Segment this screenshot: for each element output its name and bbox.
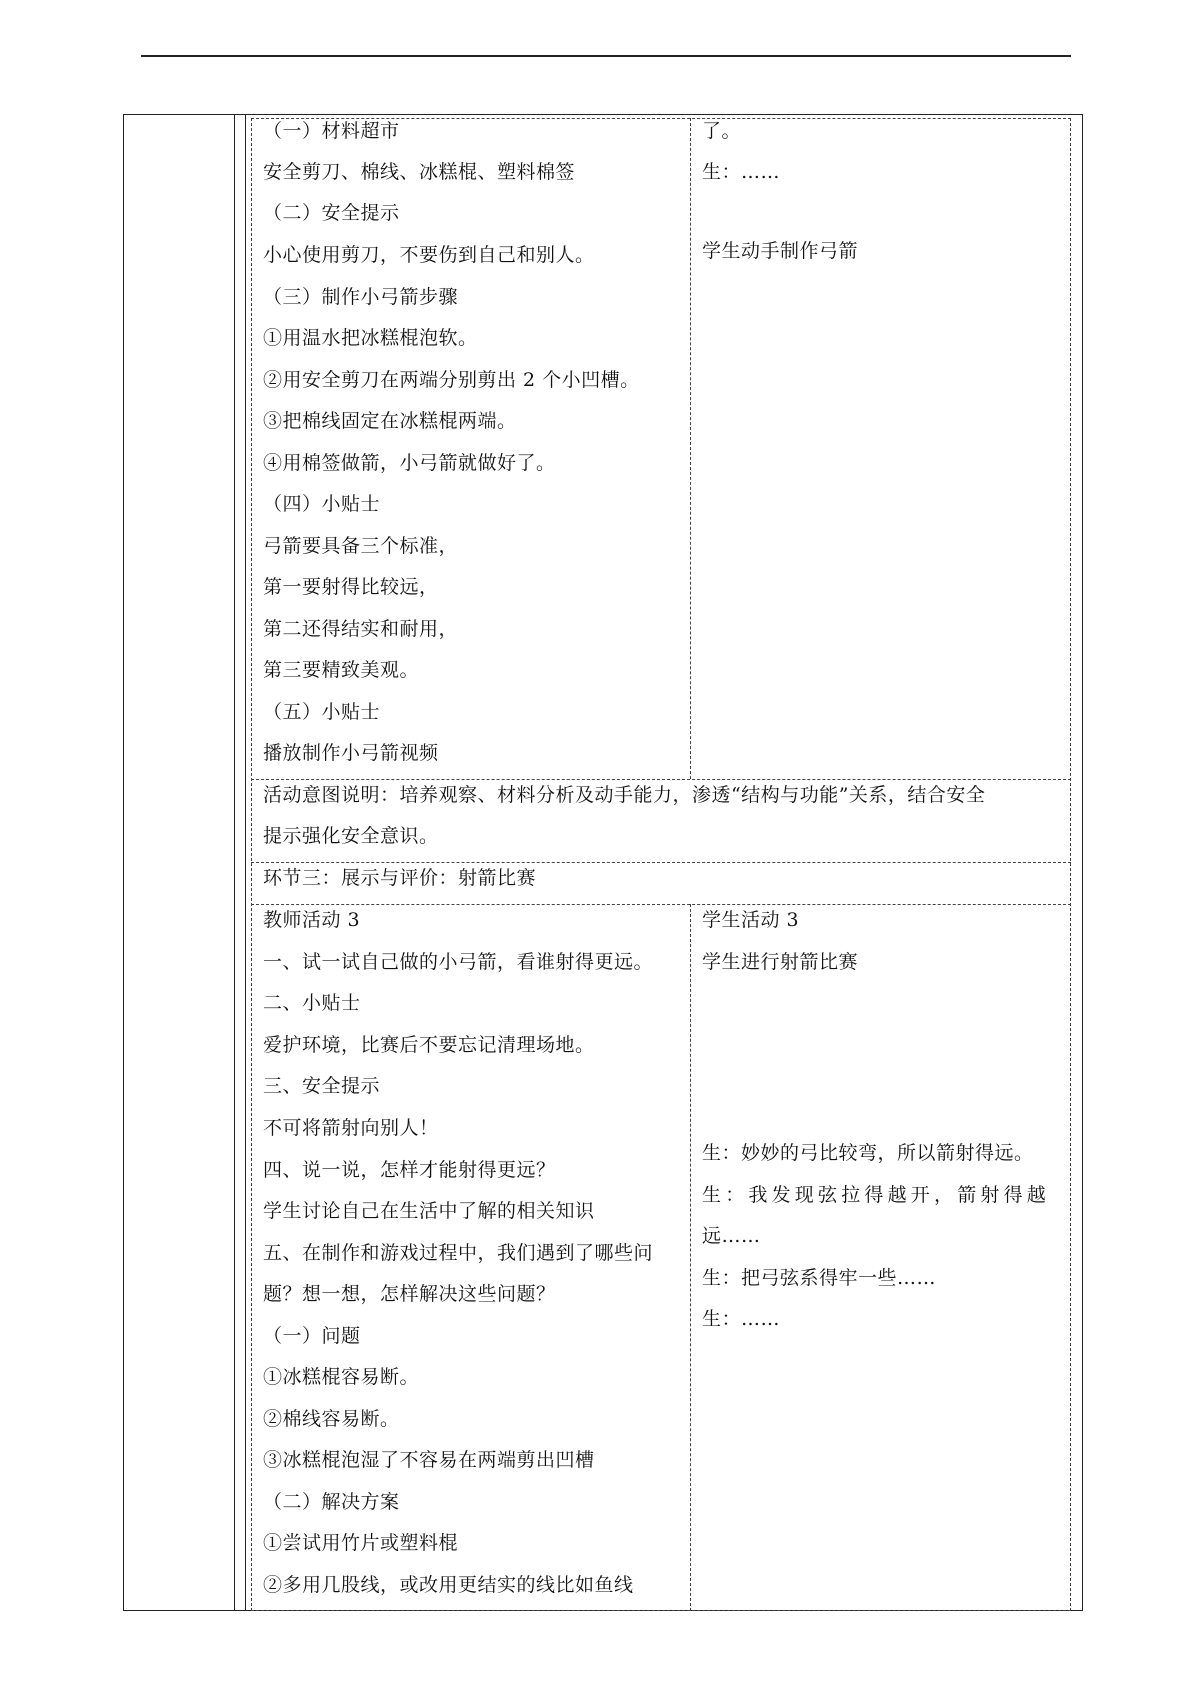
row-separator-activity3 bbox=[251, 904, 1071, 905]
text-line: 小心使用剪刀，不要伤到自己和别人。 bbox=[263, 244, 595, 266]
text-line: 四、说一说，怎样才能射得更远？ bbox=[263, 1159, 556, 1181]
text-line: 学生动手制作弓箭 bbox=[702, 240, 859, 262]
text-line: （五）小贴士 bbox=[263, 701, 381, 723]
divider-teacher-student-1 bbox=[690, 118, 691, 779]
text-line: ①冰糕棍容易断。 bbox=[263, 1366, 420, 1388]
text-line: 生：…… bbox=[702, 1308, 781, 1330]
text-line: 了。 bbox=[702, 120, 742, 142]
text-line: 不可将箭射向别人！ bbox=[263, 1117, 439, 1139]
text-line: ③把棉线固定在冰糕棍两端。 bbox=[263, 410, 517, 432]
text-line: 提示强化安全意识。 bbox=[263, 825, 439, 847]
text-line: ①用温水把冰糕棍泡软。 bbox=[263, 327, 478, 349]
text-line: ③冰糕棍泡湿了不容易在两端剪出凹槽 bbox=[263, 1449, 595, 1471]
column-divider-1 bbox=[234, 115, 235, 1610]
text-line: 远…… bbox=[702, 1225, 761, 1247]
text-line: 三、安全提示 bbox=[263, 1075, 381, 1097]
text-line: ①尝试用竹片或塑料棍 bbox=[263, 1532, 459, 1554]
text-line: ②用安全剪刀在两端分别剪出 2 个小凹槽。 bbox=[263, 369, 640, 391]
text-line: （一）材料超市 bbox=[263, 120, 400, 142]
text-line: 五、在制作和游戏过程中，我们遇到了哪些问 bbox=[263, 1242, 654, 1264]
text-line: 学生讨论自己在生活中了解的相关知识 bbox=[263, 1200, 595, 1222]
text-line: （三）制作小弓箭步骤 bbox=[263, 286, 459, 308]
text-line: 播放制作小弓箭视频 bbox=[263, 742, 439, 764]
column-divider-2 bbox=[245, 115, 246, 1610]
text-line: 生：把弓弦系得牢一些…… bbox=[702, 1267, 937, 1289]
text-line: 活动意图说明：培养观察、材料分析及动手能力，渗透“结构与功能”关系，结合安全 bbox=[263, 784, 986, 806]
text-line: 生：…… bbox=[702, 161, 781, 183]
row-separator-section3 bbox=[251, 862, 1071, 863]
text-line: 生：妙妙的弓比较弯，所以箭射得远。 bbox=[702, 1142, 1034, 1164]
text-line: 二、小贴士 bbox=[263, 992, 361, 1014]
divider-teacher-student-2 bbox=[690, 904, 691, 1611]
text-line: 学生进行射箭比赛 bbox=[702, 951, 859, 973]
text-line: （四）小贴士 bbox=[263, 493, 381, 515]
text-line: 安全剪刀、棉线、冰糕棍、塑料棉签 bbox=[263, 161, 576, 183]
header-rule bbox=[141, 55, 1071, 57]
text-line: （二）解决方案 bbox=[263, 1491, 400, 1513]
text-line: ②多用几股线，或改用更结实的线比如鱼线 bbox=[263, 1574, 634, 1596]
text-line: 一、试一试自己做的小弓箭，看谁射得更远。 bbox=[263, 951, 654, 973]
text-line: 题？想一想，怎样解决这些问题？ bbox=[263, 1283, 556, 1305]
text-line: 第二还得结实和耐用， bbox=[263, 618, 459, 640]
text-line: （二）安全提示 bbox=[263, 202, 400, 224]
text-line: 生：我发现弦拉得越开，箭射得越 bbox=[702, 1184, 1051, 1206]
row-separator-intent bbox=[251, 779, 1071, 780]
section-title: 环节三：展示与评价：射箭比赛 bbox=[263, 867, 537, 889]
text-line: 第一要射得比较远， bbox=[263, 576, 439, 598]
text-line: （一）问题 bbox=[263, 1325, 361, 1347]
text-line: ④用棉签做箭，小弓箭就做好了。 bbox=[263, 452, 556, 474]
text-line: 教师活动 3 bbox=[263, 909, 361, 931]
text-line: ②棉线容易断。 bbox=[263, 1408, 400, 1430]
text-line: 学生活动 3 bbox=[702, 909, 800, 931]
text-line: 第三要精致美观。 bbox=[263, 659, 420, 681]
text-line: 弓箭要具备三个标准， bbox=[263, 535, 459, 557]
text-line: 爱护环境，比赛后不要忘记清理场地。 bbox=[263, 1034, 595, 1056]
